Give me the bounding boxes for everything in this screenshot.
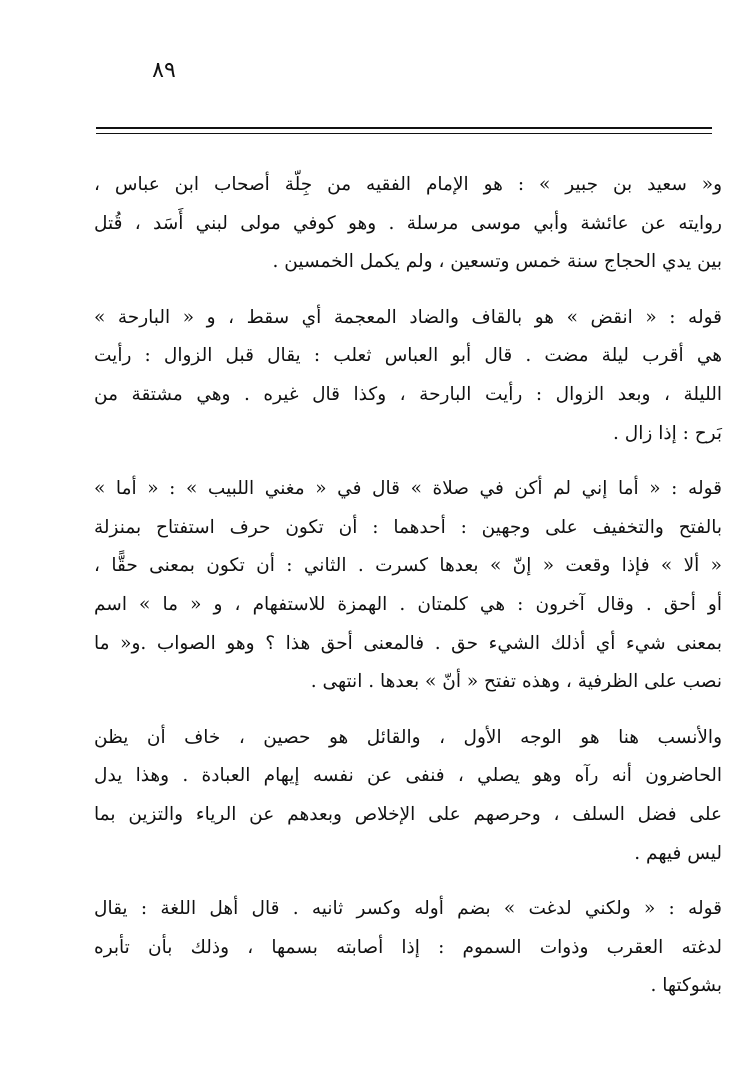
paragraph-3 [94,470,722,702]
text-line: هي أقرب ليلة مضت . قال أبو العباس ثعلب : يقال قبل الزوال : رأيت [94,345,722,367]
header-rule-thin [96,133,712,134]
text-line: بين يدي الحجاج سنة خمس وتسعين ، ولم يكمل الخمسين . [272,251,722,273]
text-line: الليلة ، وبعد الزوال : رأيت البارحة ، وكذا قال غيره . وهي مشتقة من [94,383,722,405]
text-line: و« سعيد بن جبير » : هو الإمام الفقيه من جِلّة أصحاب ابن عباس ، [94,174,722,195]
text-line: بشوكتها . [650,975,722,997]
paragraph-5 [94,890,722,1006]
text-line: بمعنى شيء أي أذلك الشيء حق . فالمعنى أحق هذا ؟ وهو الصواب .و« ما [94,632,722,654]
text-line: بالفتح والتخفيف على وجهين : أحدهما : أن تكون حرف استفتاح بمنزلة [94,516,722,538]
header-rule-thick [96,127,712,129]
paragraph-4 [94,719,722,873]
text-line: الحاضرون أنه رآه وهو يصلي ، فنفى عن نفسه إيهام العبادة . وهذا يدل [94,765,722,787]
paragraph-2 [94,299,722,453]
text-line: قوله : « أما إني لم أكن في صلاة » قال في « مغني اللبيب » : « أما » [94,478,722,500]
text-line: ليس فيهم . [634,842,722,864]
text-line: قوله : « ولكني لدغت » بضم أوله وكسر ثانيه . قال أهل اللغة : يقال [94,898,722,920]
text-line: قوله : « انقض » هو بالقاف والضاد المعجمة أي سقط ، و « البارحة » [94,306,722,328]
page-number: ٨٩ [152,58,176,83]
text-line: لدغته العقرب وذوات السموم : إذا أصابته بسمها ، وذلك بأن تأبره [94,936,722,958]
text-line: أو أحق . وقال آخرون : هي كلمتان . الهمزة للاستفهام ، و « ما » اسم [94,593,722,615]
text-line: « ألا » فإذا وقعت « إنّ » بعدها كسرت . الثاني : أن تكون بمعنى حقًّا ، [94,555,722,577]
text-line: بَرح : إذا زال . [613,422,722,444]
paragraph-1 [94,166,722,282]
text-line: على فضل السلف ، وحرصهم على الإخلاص وبعدهم عن الرياء والتزين بما [94,803,722,825]
text-line: والأنسب هنا هو الوجه الأول ، والقائل هو حصين ، خاف أن يظن [94,726,722,748]
text-line: روايته عن عائشة وأبي موسى مرسلة . وهو كوفي مولى لبني أَسَد ، قُتل [94,212,722,234]
text-line: نصب على الظرفية ، وهذه تفتح « أنّ » بعدها . انتهى . [310,671,722,693]
page-body [94,166,722,1023]
